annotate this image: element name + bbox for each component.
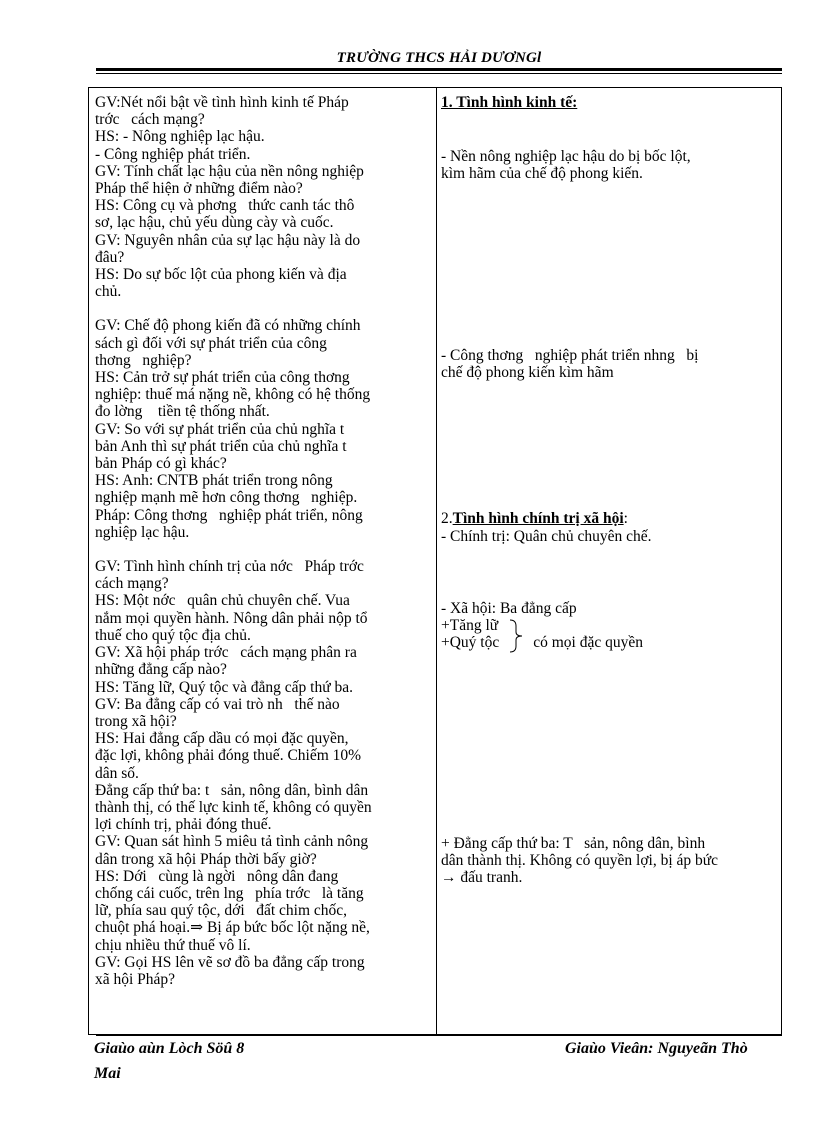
dialogue-line: Pháp: Công thơng nghiệp phát triển, nông bbox=[95, 506, 363, 524]
economy-agriculture-note bbox=[441, 148, 775, 182]
section-1-title: 1. Tình hình kinh tế: bbox=[441, 94, 578, 111]
dialogue-line: HS: Dới cùng là ngời nông dân đang bbox=[95, 867, 339, 885]
note-line: - Xã hội: Ba đẳng cấp bbox=[441, 600, 577, 617]
header-rule-thick bbox=[96, 68, 782, 71]
dialogue-line: HS: Anh: CNTB phát triển trong nông bbox=[95, 472, 333, 490]
page-header-title: TRƯỜNG THCS HẢI DƯƠNGl bbox=[336, 50, 542, 66]
dialogue-line: dân trong xã hội Pháp thời bấy giờ? bbox=[95, 850, 317, 868]
dialogue-line: - Công nghiệp phát triển. bbox=[95, 145, 251, 163]
politics-note bbox=[441, 528, 775, 545]
dialogue-line: thơng nghiệp? bbox=[95, 351, 192, 369]
dialogue-line: GV: Tình hình chính trị của nớc Pháp trớc bbox=[95, 558, 364, 576]
dialogue-line: GV: Chế độ phong kiến đã có những chính bbox=[95, 317, 361, 335]
dialogue-line: nghiệp: thuế má nặng nề, không có hệ thống bbox=[95, 386, 371, 404]
dialogue-line: lữ, phía sau quý tộc, dới đất chim chốc, bbox=[95, 902, 348, 920]
teacher-student-dialogue bbox=[95, 94, 429, 988]
dialogue-line: GV: Xã hội pháp trớc cách mạng phân ra bbox=[95, 644, 357, 662]
note-line: dân thành thị. Không có quyền lợi, bị áp bức bbox=[441, 852, 719, 870]
dialogue-line: đặc lợi, không phải đóng thuế. Chiếm 10% bbox=[95, 747, 362, 765]
dialogue-line: thuế cho quý tộc địa chủ. bbox=[95, 626, 251, 644]
section-2-heading bbox=[441, 510, 775, 527]
dialogue-line: GV: Nguyên nhân của sự lạc hậu này là do bbox=[95, 231, 361, 249]
dialogue-line: GV: Tính chất lạc hậu của nền nông nghiệp bbox=[95, 162, 364, 180]
dialogue-line: HS: Cản trở sự phát triển của công thơng bbox=[95, 369, 350, 387]
society-note bbox=[441, 600, 775, 652]
paragraph-gap bbox=[95, 300, 429, 317]
dialogue-line: chuột phá hoại.⇒ Bị áp bức bốc lột nặng nề, bbox=[95, 919, 370, 937]
header-rule-thin bbox=[96, 73, 782, 74]
dialogue-line: nghiệp mạnh mẽ hơn công thơng nghiệp. bbox=[95, 489, 358, 507]
dialogue-line: thành thị, có thế lực kinh tế, không có quyền bbox=[95, 798, 372, 816]
note-line: - Công thơng nghiệp phát triển nhng bị bbox=[441, 347, 699, 364]
dialogue-line: trong xã hội? bbox=[95, 712, 177, 730]
dialogue-line: HS: Do sự bốc lột của phong kiến và địa bbox=[95, 266, 347, 284]
right-brace-icon bbox=[509, 619, 523, 653]
note-line: +Tăng lữ bbox=[441, 617, 499, 635]
dialogue-line: chống cái cuốc, trên lng phía trớc là tăng bbox=[95, 884, 364, 902]
dialogue-line: sơ, lạc hậu, chủ yếu dùng cày và cuốc. bbox=[95, 214, 334, 232]
note-line: → đấu tranh. bbox=[441, 869, 523, 887]
dialogue-line: nghiệp lạc hậu. bbox=[95, 523, 190, 541]
dialogue-line: sách gì đối với sự phát triển của công bbox=[95, 334, 327, 352]
note-line: kìm hãm của chế độ phong kiến. bbox=[441, 165, 643, 183]
footer-teacher: Giaùo Vieân: Nguyeãn Thò bbox=[565, 1040, 748, 1057]
dialogue-line: chịu nhiều thứ thuế vô lí. bbox=[95, 936, 251, 954]
dialogue-line: Đẳng cấp thứ ba: t sản, nông dân, bình dân bbox=[95, 781, 369, 799]
dialogue-line: HS: Tăng lữ, Quý tộc và đẳng cấp thứ ba. bbox=[95, 678, 354, 696]
note-line: - Nền nông nghiệp lạc hậu do bị bốc lột, bbox=[441, 148, 691, 165]
dialogue-line: cách mạng? bbox=[95, 575, 169, 593]
footer-author-surname: Mai bbox=[94, 1065, 121, 1082]
section-1-heading bbox=[441, 94, 775, 111]
dialogue-line: đâu? bbox=[95, 248, 125, 266]
dialogue-line: HS: Hai đẳng cấp dầu có mọi đặc quyền, bbox=[95, 730, 349, 748]
note-line: chế độ phong kiến kìm hãm bbox=[441, 364, 614, 382]
dialogue-line: dân số. bbox=[95, 764, 139, 782]
estate-label: +Quý tộc bbox=[441, 634, 500, 652]
section-2-title: Tình hình chính trị xã hội bbox=[452, 510, 624, 527]
dialogue-line: Pháp thể hiện ở những điểm nào? bbox=[95, 180, 303, 198]
footer-lesson-plan: Giaùo aùn Lòch Söû 8 bbox=[94, 1040, 245, 1057]
dialogue-line: bản Anh thì sự phát triển của chủ nghĩa t bbox=[95, 437, 347, 455]
economy-industry-note bbox=[441, 347, 775, 381]
dialogue-line: bản Pháp có gì khác? bbox=[95, 455, 227, 473]
section-2-colon: : bbox=[623, 510, 628, 527]
third-estate-note bbox=[441, 835, 775, 887]
dialogue-line: những đẳng cấp nào? bbox=[95, 661, 227, 679]
dialogue-line: xã hội Pháp? bbox=[95, 970, 176, 988]
note-line: - Chính trị: Quân chủ chuyên chế. bbox=[441, 528, 652, 545]
dialogue-line: lợi chính trị, phải đóng thuế. bbox=[95, 816, 272, 834]
dialogue-line: HS: Một nớc quân chủ chuyên chế. Vua bbox=[95, 592, 350, 610]
dialogue-line: GV: Quan sát hình 5 miêu tả tình cảnh nông bbox=[95, 833, 369, 851]
privilege-label: có mọi đặc quyền bbox=[533, 634, 644, 652]
dialogue-line: HS: Công cụ và phơng thức canh tác thô bbox=[95, 197, 355, 215]
dialogue-line: đo lờng tiền tệ thống nhất. bbox=[95, 403, 270, 421]
dialogue-line: GV: Ba đẳng cấp có vai trò nh thế nào bbox=[95, 695, 340, 713]
dialogue-line: GV: Gọi HS lên vẽ sơ đồ ba đẳng cấp trong bbox=[95, 953, 365, 971]
paragraph-gap bbox=[95, 541, 429, 558]
dialogue-line: HS: - Nông nghiệp lạc hậu. bbox=[95, 128, 265, 146]
table-column-divider bbox=[436, 87, 437, 1035]
dialogue-line: GV: So với sự phát triển của chủ nghĩa t bbox=[95, 420, 345, 438]
dialogue-line: GV:Nét nổi bật về tình hình kinh tế Pháp bbox=[95, 94, 349, 111]
dialogue-line: trớc cách mạng? bbox=[95, 111, 205, 129]
dialogue-line: chủ. bbox=[95, 283, 122, 301]
section-2-number: 2. bbox=[441, 510, 453, 527]
dialogue-line: nắm mọi quyền hành. Nông dân phải nộp tổ bbox=[95, 609, 368, 627]
note-line: + Đẳng cấp thứ ba: T sản, nông dân, bình bbox=[441, 835, 706, 852]
footer-rule bbox=[96, 1034, 782, 1036]
note-line bbox=[441, 634, 775, 651]
